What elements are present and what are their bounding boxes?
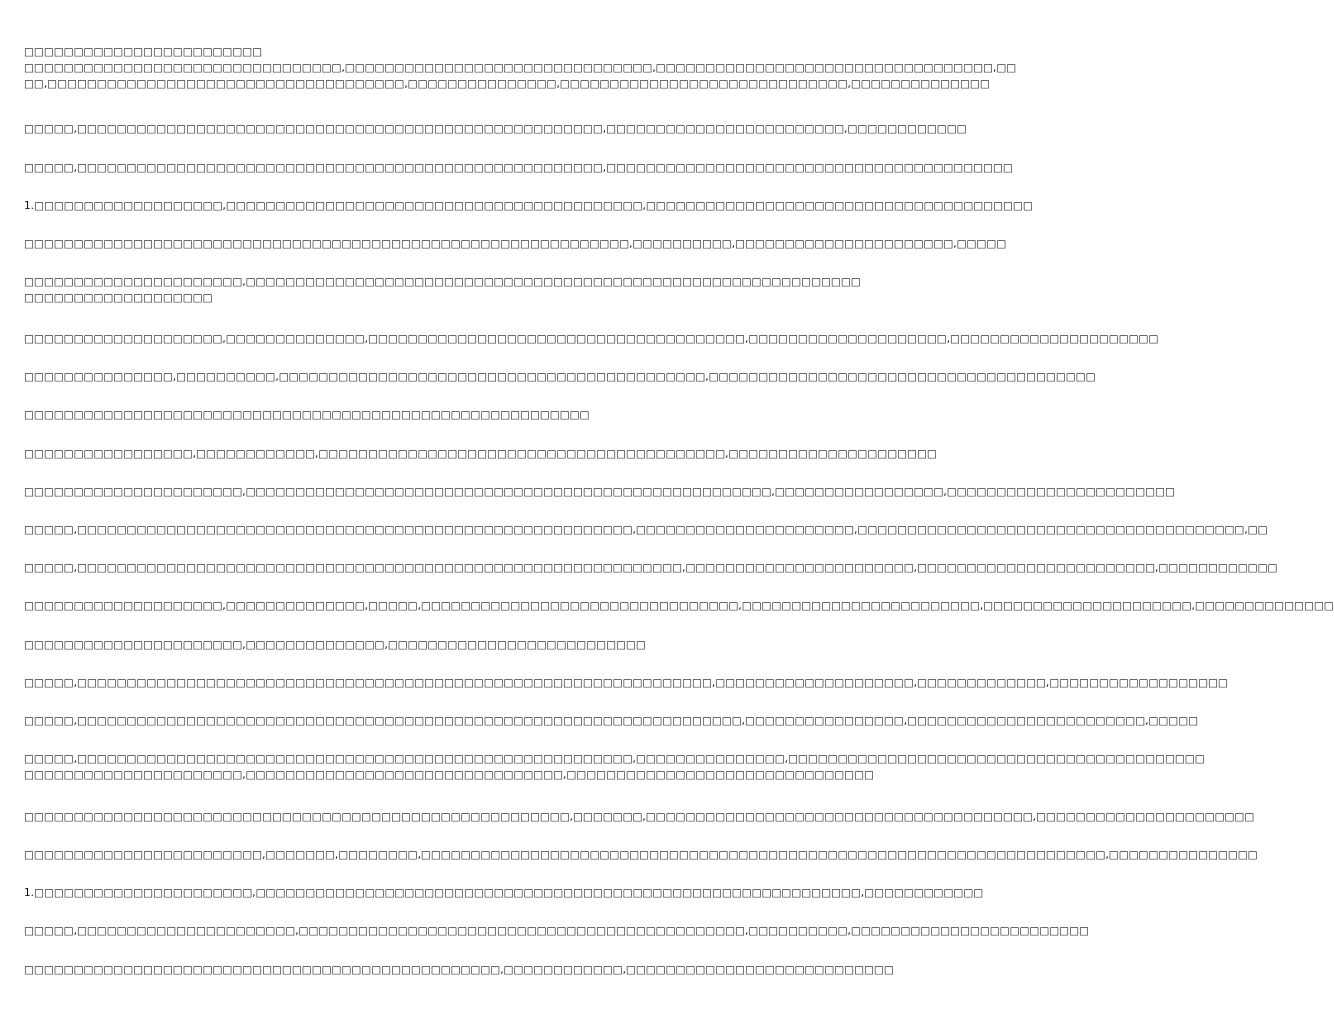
paragraph-4 bbox=[24, 198, 1033, 214]
paragraph-9 bbox=[24, 407, 696, 423]
paragraph-8 bbox=[24, 369, 1096, 385]
paragraph-line: □□□□□□□□□□□□□□□□□,□□□□□□□□□□□□,□□□□□□□□□□□□□□□□□□□□□□□□□□□□□□□□□□□□□□□□□,□□□□□□□□□□□□□□□□□□□□□ bbox=[24, 448, 937, 460]
paragraph-line: □□□□□,□□□□□□□□□□□□□□□□□□□□□□□□□□□□□□□□□□□□□□□□□□□□□□□□□□□□□□□□,□□□□□□□□□□□□□□□,□□□□□□□□□□□□□□□□□□□□□□□□□□□□□□□□□□□□□□□□□□ bbox=[24, 753, 1205, 765]
paragraph-line: □□□□□,□□□□□□□□□□□□□□□□□□□□□□□□□□□□□□□□□□□□□□□□□□□□□□□□□□□□□□□□,□□□□□□□□□□□□□□□□□□□□□□,□□□□□□□□□□□□□□□□□□□□□□□□□□□□□□□□□□□□□□□,□□ bbox=[24, 524, 1268, 536]
paragraph-line: □□□□□□□□□□□□□□□□□□□□□□,□□□□□□□□□□□□□□,□□□□□□□□□□□□□□□□□□□□□□□□□□ bbox=[24, 639, 646, 651]
paragraph-line: □□□□□□□□□□□□□□□□□□□□□□□□□□□□□□□□□□□□□□□□□□□□□□□□,□□□□□□□□□□□□,□□□□□□□□□□□□□□□□□□□□□□□□□□□ bbox=[24, 964, 894, 976]
paragraph-line: □□□□□□□□□□□□□□□□□□□□□□□□ bbox=[24, 46, 263, 58]
paragraph-line: □□□□□□□□□□□□□□□□□□□ bbox=[24, 292, 213, 304]
paragraph-line: □□□□□,□□□□□□□□□□□□□□□□□□□□□□□□□□□□□□□□□□□□□□□□□□□□□□□□□□□□□□□□□□□□□□□□□□□,□□□□□□□□□□□□□□□□,□□□□□□□□□□□□□□□□□□□□□□□□,□□□□□ bbox=[24, 715, 1199, 727]
paragraph-2 bbox=[24, 121, 967, 137]
paragraph-22 bbox=[24, 923, 1089, 939]
paragraph-7 bbox=[24, 331, 1159, 347]
paragraph-line: □□□□□,□□□□□□□□□□□□□□□□□□□□□□□□□□□□□□□□□□□□□□□□□□□□□□□□□□□□□□□□□□□□□□□□,□□□□□□□□□□□□□□□□□□□□,□□□□□□□□□□□□□,□□□□□□□□□□□□□□□□□□ bbox=[24, 677, 1228, 689]
paragraph-line: □□□□□□□□□□□□□□□,□□□□□□□□□□,□□□□□□□□□□□□□□□□□□□□□□□□□□□□□□□□□□□□□□□□□□□,□□□□□□□□□□□□□□□□□□□□□□□□□□□□□□□□□□□□□□□ bbox=[24, 371, 1096, 383]
paragraph-5 bbox=[24, 236, 1007, 252]
paragraph-line: 1.□□□□□□□□□□□□□□□□□□□,□□□□□□□□□□□□□□□□□□□□□□□□□□□□□□□□□□□□□□□□□□,□□□□□□□□□□□□□□□□□□□□□□□□□□□□□□□□□□□□□□□ bbox=[24, 200, 1033, 212]
paragraph-14 bbox=[24, 598, 1334, 614]
paragraph-23 bbox=[24, 962, 894, 978]
paragraph-line: □□□□□□□□□□□□□□□□□□□□,□□□□□□□□□□□□□□,□□□□□□□□□□□□□□□□□□□□□□□□□□□□□□□□□□□□□□,□□□□□□□□□□□□□□□□□□□□,□□□□□□□□□□□□□□□□□□□□□ bbox=[24, 333, 1159, 345]
paragraph-line: □□□□□□□□□□□□□□□□□□□□□□□□□□□□□□□□□□□□□□□□□□□□□□□□□□□□□□□□□ bbox=[24, 409, 590, 421]
paragraph-line: □□□□□,□□□□□□□□□□□□□□□□□□□□□□□□□□□□□□□□□□□□□□□□□□□□□□□□□□□□□□□□□□□□□,□□□□□□□□□□□□□□□□□□□□□□□,□□□□□□□□□□□□□□□□□□□□□□□□,□□□□□□□□□□□□ bbox=[24, 562, 1278, 574]
paragraph-3 bbox=[24, 160, 1013, 176]
paragraph-line: □□□□□□□□□□□□□□□□□□□□□□□□□□□□□□□□□□□□□□□□□□□□□□□□□□□□□□□□□□□□□,□□□□□□□□□□,□□□□□□□□□□□□□□□□□□□□□□,□□□□□ bbox=[24, 238, 1007, 250]
paragraph-line: 1.□□□□□□□□□□□□□□□□□□□□□□,□□□□□□□□□□□□□□□□□□□□□□□□□□□□□□□□□□□□□□□□□□□□□□□□□□□□□□□□□□□□□,□□□□□□□□□□□□ bbox=[24, 887, 984, 899]
paragraph-1 bbox=[24, 44, 1017, 92]
paragraph-line: □□□□□□□□□□□□□□□□□□□□□□□□,□□□□□□□,□□□□□□□□,□□□□□□□□□□□□□□□□□□□□□□□□□□□□□□□□□□□□□□□□□□□□□□□□□□□□□□□□□□□□□□□□□□□□□,□□□□□□□□□□□□□□□ bbox=[24, 849, 1258, 861]
paragraph-13 bbox=[24, 560, 1278, 576]
paragraph-15 bbox=[24, 637, 696, 653]
paragraph-12 bbox=[24, 522, 1268, 538]
paragraph-20 bbox=[24, 847, 1258, 863]
paragraph-line: □□□□□□□□□□□□□□□□□□□□□□□□□□□□□□□□□□□□□□□□□□□□□□□□□□□□□□□,□□□□□□□,□□□□□□□□□□□□□□□□□□□□□□□□□□□□□□□□□□□□□□□,□□□□□□□□□□□□□□□□□□□□□□ bbox=[24, 811, 1255, 823]
paragraph-21 bbox=[24, 885, 984, 901]
paragraph-17 bbox=[24, 713, 1199, 729]
paragraph-line: □□□□□□□□□□□□□□□□□□□□□□,□□□□□□□□□□□□□□□□□□□□□□□□□□□□□□□□□□□□□□□□□□□□□□□□□□□□□,□□□□□□□□□□□□□□□□□,□□□□□□□□□□□□□□□□□□□□□□□ bbox=[24, 486, 1175, 498]
paragraph-line: □□□□□□□□□□□□□□□□□□□□,□□□□□□□□□□□□□□,□□□□□,□□□□□□□□□□□□□□□□□□□□□□□□□□□□□□□□,□□□□□□□□□□□□□□□□□□□□□□□□,□□□□□□□□□□□□□□□□□□□□□,□□□□□□□□□□□□□□ bbox=[24, 600, 1334, 612]
paragraph-line: □□,□□□□□□□□□□□□□□□□□□□□□□□□□□□□□□□□□□□□,□□□□□□□□□□□□□□□,□□□□□□□□□□□□□□□□□□□□□□□□□□□□□,□□□□□□□□□□□□□□ bbox=[24, 78, 990, 90]
paragraph-6 bbox=[24, 274, 861, 306]
paragraph-line: □□□□□,□□□□□□□□□□□□□□□□□□□□□□□□□□□□□□□□□□□□□□□□□□□□□□□□□□□□□,□□□□□□□□□□□□□□□□□□□□□□□□□□□□□□□□□□□□□□□□□ bbox=[24, 162, 1013, 174]
paragraph-line: □□□□□□□□□□□□□□□□□□□□□□,□□□□□□□□□□□□□□□□□□□□□□□□□□□□□□□□,□□□□□□□□□□□□□□□□□□□□□□□□□□□□□□□ bbox=[24, 769, 874, 781]
paragraph-19 bbox=[24, 809, 1255, 825]
paragraph-line: □□□□□,□□□□□□□□□□□□□□□□□□□□□□,□□□□□□□□□□□□□□□□□□□□□□□□□□□□□□□□□□□□□□□□□□□□□,□□□□□□□□□□,□□□□□□□□□□□□□□□□□□□□□□□□ bbox=[24, 925, 1089, 937]
paragraph-line: □□□□□□□□□□□□□□□□□□□□□□□□□□□□□□□□,□□□□□□□□□□□□□□□□□□□□□□□□□□□□□□□,□□□□□□□□□□□□□□□□□□□□□□□□□□□□□□□□□□,□□ bbox=[24, 62, 1017, 74]
paragraph-10 bbox=[24, 446, 937, 462]
paragraph-16 bbox=[24, 675, 1228, 691]
paragraph-line: □□□□□,□□□□□□□□□□□□□□□□□□□□□□□□□□□□□□□□□□□□□□□□□□□□□□□□□□□□□,□□□□□□□□□□□□□□□□□□□□□□□□,□□□□□□□□□□□□ bbox=[24, 123, 967, 135]
paragraph-18 bbox=[24, 751, 1205, 783]
paragraph-line: □□□□□□□□□□□□□□□□□□□□□□,□□□□□□□□□□□□□□□□□□□□□□□□□□□□□□□□□□□□□□□□□□□□□□□□□□□□□□□□□□□□□□ bbox=[24, 276, 861, 288]
paragraph-11 bbox=[24, 484, 1175, 500]
